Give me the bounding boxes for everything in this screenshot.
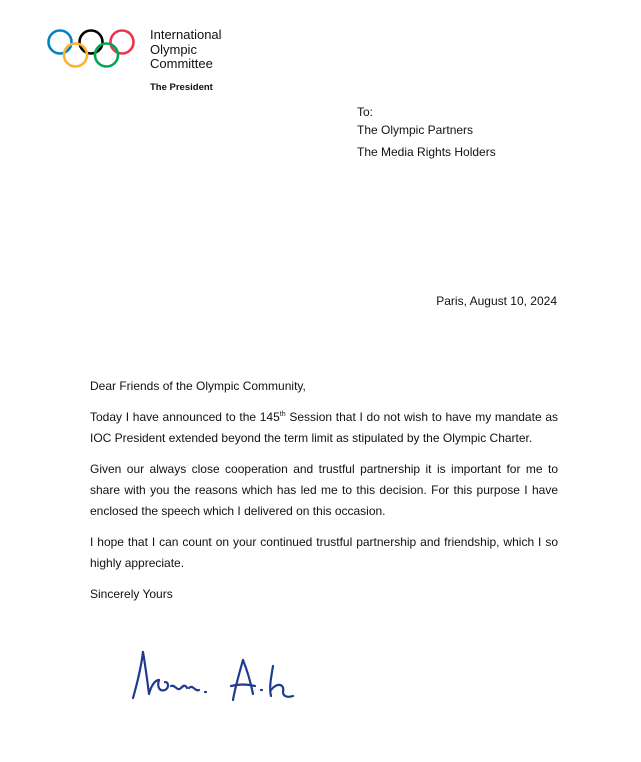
yellow-ring <box>64 44 87 67</box>
closing: Sincerely Yours <box>90 587 173 601</box>
organization-name <box>150 28 222 72</box>
recipients-block <box>357 104 496 166</box>
red-ring <box>111 31 134 54</box>
letter-body <box>90 376 558 615</box>
green-ring <box>95 44 118 67</box>
place-date: Paris, August 10, 2024 <box>436 294 557 308</box>
paragraph-3: I hope that I can count on your continued trustful partnership and friendship, which I so highly appreciate. <box>90 535 558 570</box>
salutation: Dear Friends of the Olympic Community, <box>90 379 306 393</box>
paragraph-1-rest: Session that I do not wish to have my mandate as IOC President extended beyond the term limit as stipulated by the Olympic Charter. <box>90 410 559 445</box>
paragraph-2: Given our always close cooperation and trustful partnership it is important for me to share with you the reasons which has led me to this decision. For this purpose I have enclosed the speech which I delivered on this occasion. <box>90 462 558 518</box>
org-name-line3: Committee <box>150 56 213 71</box>
handwritten-signature <box>125 640 305 710</box>
recipient-line-2: The Media Rights Holders <box>357 145 496 159</box>
paragraph-1-start: Today I have announced to the 145 <box>90 410 280 424</box>
org-name-line2: Olympic <box>150 41 197 57</box>
olympic-rings-logo <box>46 28 138 72</box>
to-label: To: <box>357 105 374 119</box>
letterhead-subtitle: The President <box>150 82 213 93</box>
blue-ring <box>49 31 72 54</box>
recipient-line-1: The Olympic Partners <box>357 123 474 137</box>
paragraph-1 <box>90 407 558 449</box>
black-ring <box>80 31 103 54</box>
org-name-line1: International <box>150 27 222 42</box>
ordinal-suffix: th <box>279 411 286 418</box>
